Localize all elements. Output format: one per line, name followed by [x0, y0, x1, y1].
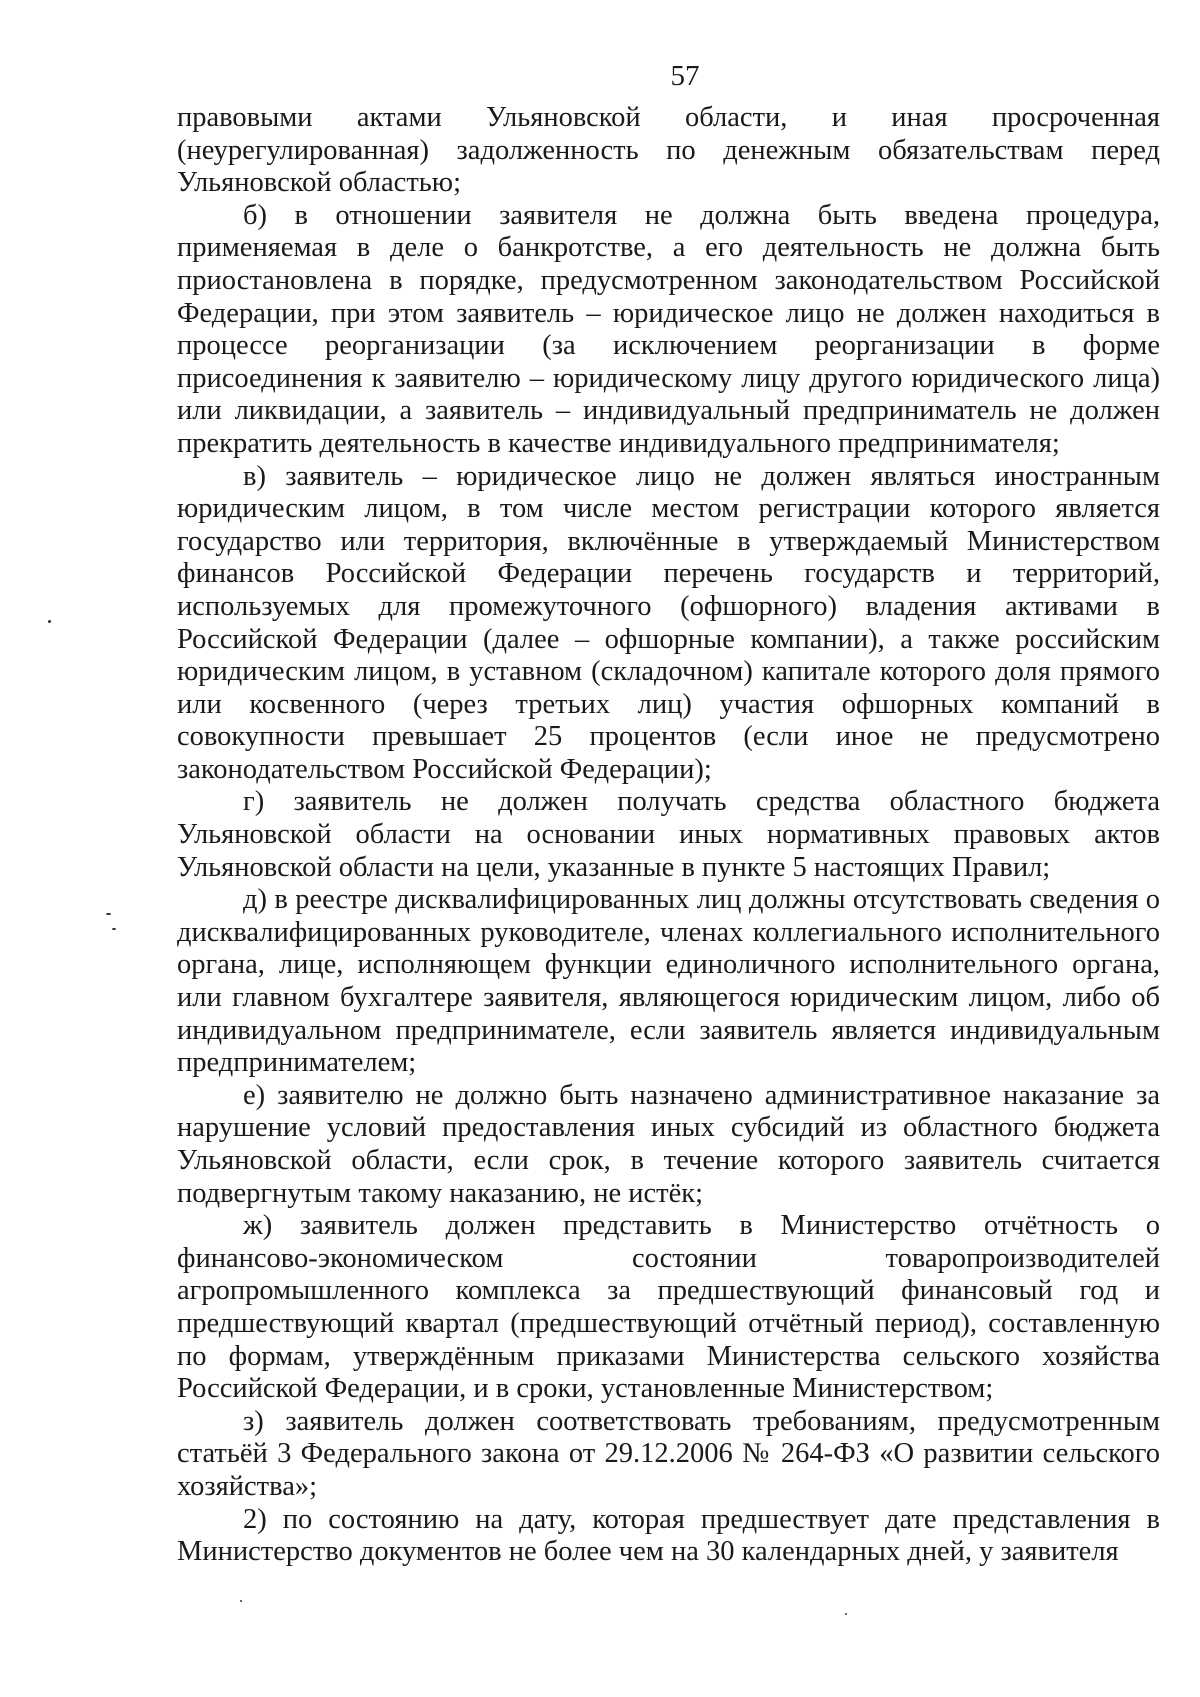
scan-speck	[845, 1613, 847, 1615]
paragraph-item-z: з) заявитель должен соответствовать требованиям, предусмотренным статьёй 3 Федерального закона от 29.12.2006 № 264-ФЗ «О развитии сельского хозяйства»;	[177, 1405, 1160, 1502]
scan-speck	[106, 913, 111, 915]
paragraph-item-g: г) заявитель не должен получать средства областного бюджета Ульяновской области на основании иных нормативных правовых актов Ульяновской области на цели, указанные в пункте 5 настоящих Правил;	[177, 786, 1160, 883]
paragraph-continuation: правовыми актами Ульяновской области, и иная просроченная (неурегулированная) задолженность по денежным обязательствам перед Ульяновской областью;	[177, 102, 1160, 199]
scan-speck	[48, 620, 51, 623]
page-number: 57	[670, 60, 700, 92]
paragraph-item-e: е) заявителю не должно быть назначено административное наказание за нарушение условий предоставления иных субсидий из областного бюджета Ульяновской области, если срок, в течение которого заявитель считается подвергнутым такому наказанию, не истёк;	[177, 1079, 1160, 1209]
scan-speck	[112, 928, 116, 930]
paragraph-item-v: в) заявитель – юридическое лицо не должен являться иностранным юридическим лицом, в том числе местом регистрации которого является государство или территория, включённые в утверждаемый Министерством финансов Российской Федерации перечень государств и территорий, используемых для промежуточного (офшорного) владения активами в Российской Федерации (далее – офшорные компании), а также российским юридическим лицом, в уставном (складочном) капитале которого доля прямого или косвенного (через третьих лиц) участия офшорных компаний в совокупности превышает 25 процентов (если иное не предусмотрено законодательством Российской Федерации);	[177, 460, 1160, 785]
paragraph-item-d: д) в реестре дисквалифицированных лиц должны отсутствовать сведения о дисквалифицированных руководителе, членах коллегиального исполнительного органа, лице, исполняющем функции единоличного исполнительного органа, или главном бухгалтере заявителя, являющегося юридическим лицом, либо об индивидуальном предпринимателе, если заявитель является индивидуальным предпринимателем;	[177, 884, 1160, 1079]
paragraph-item-zh: ж) заявитель должен представить в Министерство отчётность о финансово-экономическом состоянии товаропроизводителей агропромышленного комплекса за предшествующий финансовый год и предшествующий квартал (предшествующий отчётный период), составленную по формам, утверждённым приказами Министерства сельского хозяйства Российской Федерации, и в сроки, установленные Министерством;	[177, 1210, 1160, 1405]
page-body	[177, 102, 1160, 1569]
paragraph-item-2: 2) по состоянию на дату, которая предшествует дате представления в Министерство документов не более чем на 30 календарных дней, у заявителя	[177, 1503, 1160, 1568]
scan-speck	[240, 1600, 242, 1602]
paragraph-item-b: б) в отношении заявителя не должна быть введена процедура, применяемая в деле о банкротстве, а его деятельность не должна быть приостановлена в порядке, предусмотренном законодательством Российской Федерации, при этом заявитель – юридическое лицо не должен находиться в процессе реорганизации (за исключением реорганизации в форме присоединения к заявителю – юридическому лицу другого юридического лица) или ликвидации, а заявитель – индивидуальный предприниматель не должен прекратить деятельность в качестве индивидуального предпринимателя;	[177, 199, 1160, 459]
